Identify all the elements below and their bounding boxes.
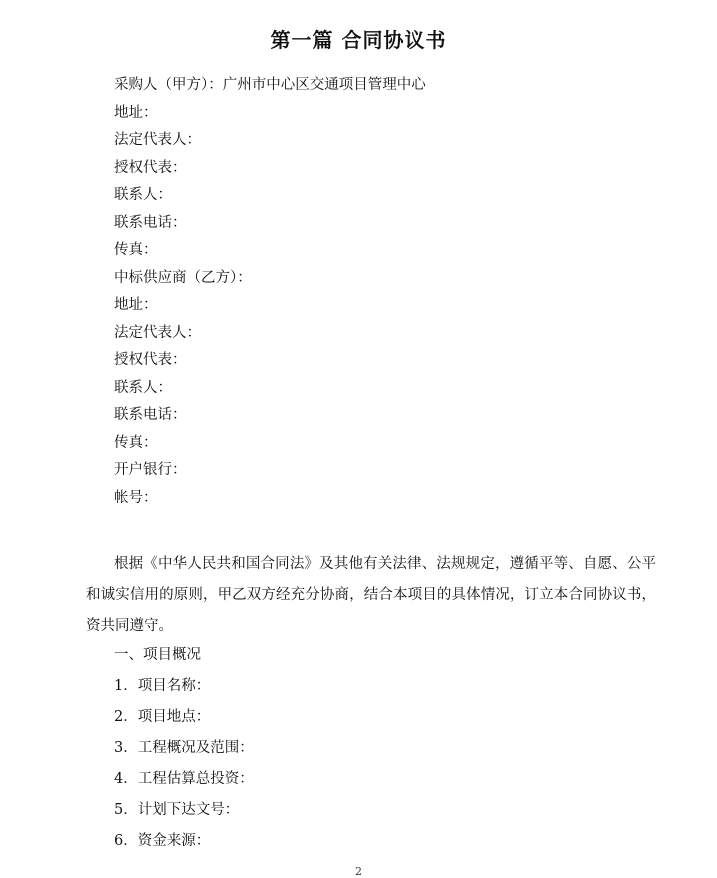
list-item: 6．资金来源： bbox=[114, 833, 211, 849]
party-info-block bbox=[114, 75, 426, 515]
party-b-legal-rep: 法定代表人： bbox=[114, 324, 201, 341]
party-a-legal-rep: 法定代表人： bbox=[114, 132, 201, 148]
party-a-contact: 联系人： bbox=[114, 187, 172, 203]
party-b-address: 地址： bbox=[114, 297, 158, 313]
party-a-address: 地址： bbox=[114, 104, 158, 121]
party-a-phone: 联系电话： bbox=[114, 214, 187, 231]
preamble-paragraph: 根据《中华人民共和国合同法》及其他有关法律、法规规定，遵循平等、自愿、公平和诚实信用的原则，甲乙双方经充分协商，结合本项目的具体情况，订立本合同协议书，资共同遵守。 bbox=[86, 556, 656, 634]
party-b-fax: 传真： bbox=[114, 434, 158, 451]
list-item: 3．工程概况及范围： bbox=[114, 740, 254, 756]
party-b-phone: 联系电话： bbox=[114, 407, 187, 423]
list-item: 5．计划下达文号： bbox=[114, 802, 240, 818]
party-b-bank: 开户银行： bbox=[114, 462, 187, 478]
list-item: 4．工程估算总投资： bbox=[114, 771, 254, 787]
document-title: 第一篇 合同协议书 bbox=[270, 28, 447, 52]
party-a-purchaser: 采购人（甲方）：广州市中心区交通项目管理中心 bbox=[114, 77, 426, 93]
list-item: 2．项目地点： bbox=[114, 709, 211, 725]
list-item: 1．项目名称： bbox=[114, 678, 211, 694]
party-b-account: 帐号： bbox=[114, 489, 158, 506]
party-a-authorized-rep: 授权代表： bbox=[114, 159, 187, 176]
party-b-supplier: 中标供应商（乙方）： bbox=[114, 269, 252, 286]
party-b-contact: 联系人： bbox=[114, 379, 172, 396]
party-b-authorized-rep: 授权代表： bbox=[114, 352, 187, 368]
section-heading: 一、项目概况 bbox=[114, 647, 201, 663]
party-a-fax: 传真： bbox=[114, 242, 158, 258]
section-project-overview bbox=[114, 645, 254, 862]
page-number: 2 bbox=[355, 865, 362, 878]
